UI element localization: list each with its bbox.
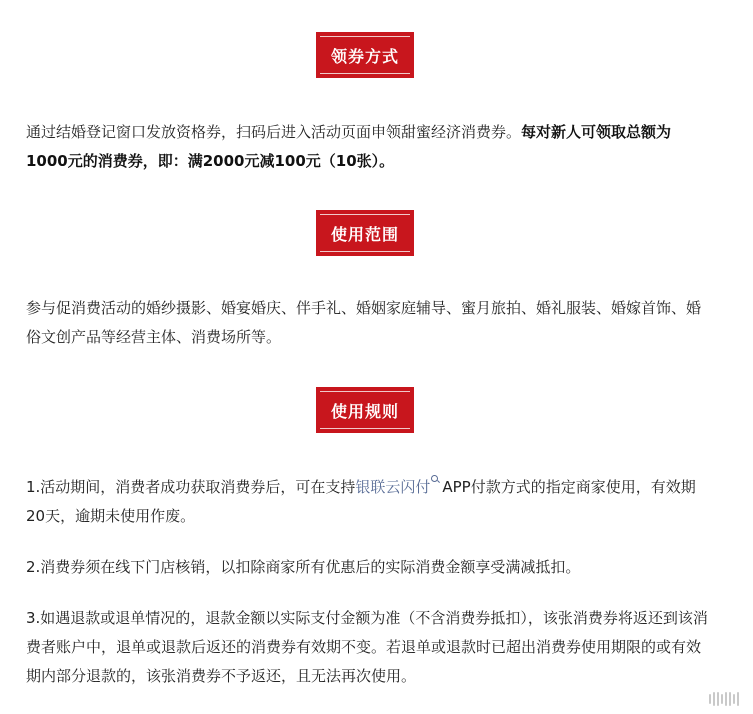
search-icon[interactable] (431, 475, 440, 484)
rule-1-text-after: APP付款方式的指定商家使用，有效期20天，逾期未使用作废。 (26, 478, 696, 525)
claim-method-text: 通过结婚登记窗口发放资格券，扫码后进入活动页面申领甜蜜经济消费券。 (26, 123, 522, 141)
section-title-badge-rules (316, 387, 414, 433)
section-title-claim: 领券方式 (320, 36, 410, 74)
section-title-badge-scope (316, 210, 414, 256)
rule-1-text-before: 1.活动期间，消费者成功获取消费券后，可在支持 (26, 478, 356, 496)
section-title-badge-claim (316, 32, 414, 78)
claim-method-paragraph (26, 118, 708, 176)
image-watermark-icon (709, 692, 739, 706)
rule-2-paragraph: 2.消费券须在线下门店核销，以扣除商家所有优惠后的实际消费金额享受满减抵扣。 (26, 558, 581, 576)
scope-paragraph: 参与促消费活动的婚纱摄影、婚宴婚庆、伴手礼、婚姻家庭辅导、蜜月旅拍、婚礼服装、婚嫁首饰、婚俗文创产品等经营主体、消费场所等。 (26, 299, 702, 346)
claim-method-amount-text: 每对新人可领取总额为1000元的消费券，即：满2000元减100元（10张）。 (26, 123, 672, 170)
section-title-rules: 使用规则 (320, 391, 410, 429)
rule-1-paragraph (26, 473, 708, 531)
unionpay-link[interactable]: 银联云闪付 (355, 478, 431, 496)
section-title-scope: 使用范围 (320, 214, 410, 252)
rule-3-paragraph: 3.如遇退款或退单情况的，退款金额以实际支付金额为准（不含消费券抵扣），该张消费券将返还到该消费者账户中，退单或退款后返还的消费券有效期不变。若退单或退款时已超出消费券使用期限的或有效期内部分退款的，该张消费券不予返还，且无法再次使用。 (26, 609, 708, 685)
